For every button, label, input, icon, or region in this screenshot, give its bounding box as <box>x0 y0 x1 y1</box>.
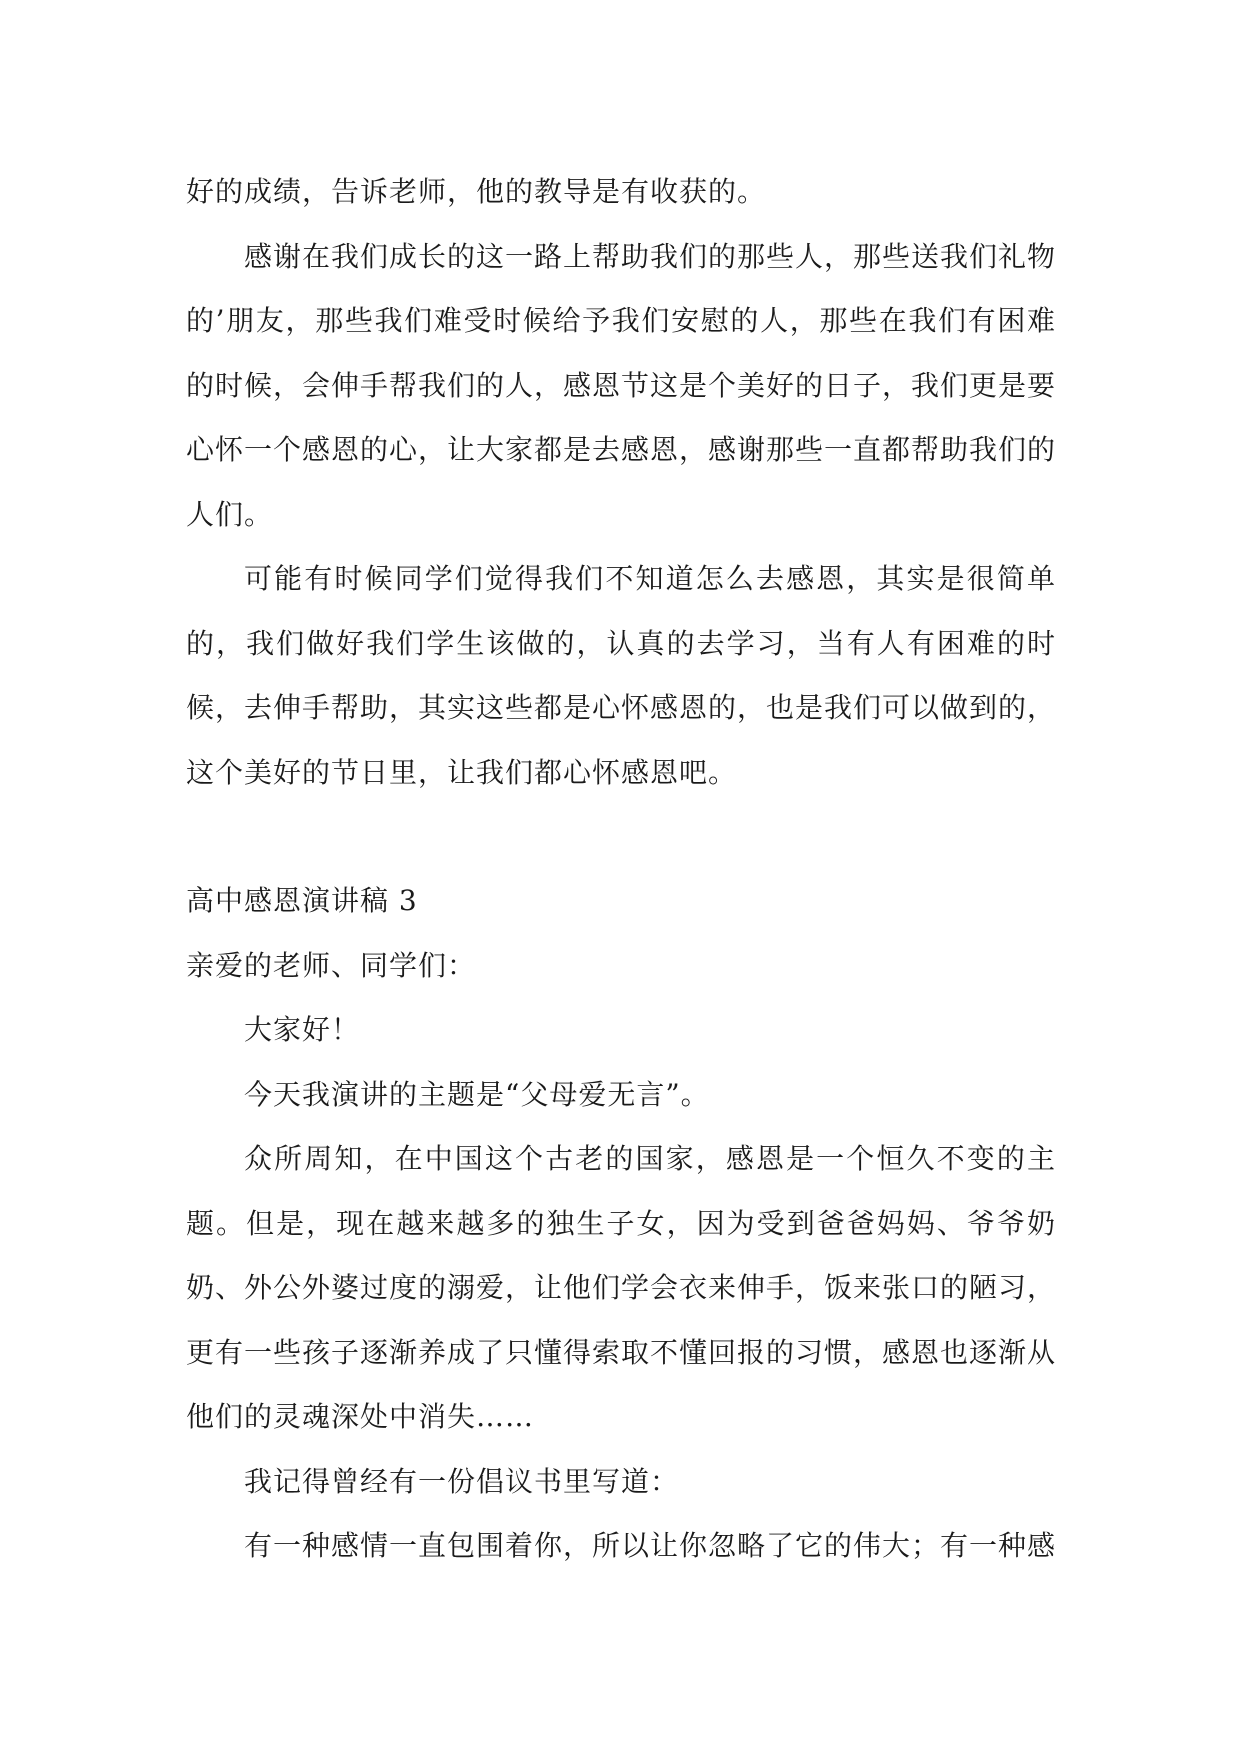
paragraph: 大家好！ <box>244 1013 361 1046</box>
paragraph: 有一种感情一直包围着你，所以让你忽略了它的伟大；有一种感 <box>244 1529 1057 1562</box>
paragraph: 众所周知，在中国这个古老的国家，感恩是一个恒久不变的主题。但是，现在越来越多的独生子女，因为受到爸爸妈妈、爷爷奶奶、外公外婆过度的溺爱，让他们学会衣来伸手，饭来张口的陋习，更有一些孩子逐渐养成了只懂得索取不懂回报的习惯，感恩也逐渐从他们的灵魂深处中消失…… <box>186 1142 1057 1433</box>
document-body <box>186 160 1056 1579</box>
paragraph: 今天我演讲的主题是“父母爱无言”。 <box>244 1077 710 1111</box>
salutation: 亲爱的老师、同学们： <box>186 948 477 982</box>
paragraph: 好的成绩，告诉老师，他的教导是有收获的。 <box>186 175 767 208</box>
paragraph: 感谢在我们成长的这一路上帮助我们的那些人，那些送我们礼物的’朋友，那些我们难受时候给予我们安慰的人，那些在我们有困难的时候，会伸手帮我们的人，感恩节这是个美好的日子，我们更是要心怀一个感恩的心，让大家都是去感恩，感谢那些一直都帮助我们的人们。 <box>186 239 1057 531</box>
paragraph: 可能有时候同学们觉得我们不知道怎么去感恩，其实是很简单的，我们做好我们学生该做的，认真的去学习，当有人有困难的时候，去伸手帮助，其实这些都是心怀感恩的，也是我们可以做到的，这个美好的节日里，让我们都心怀感恩吧。 <box>186 562 1057 789</box>
section-title: 高中感恩演讲稿 3 <box>186 884 418 917</box>
paragraph: 我记得曾经有一份倡议书里写道： <box>244 1464 680 1498</box>
